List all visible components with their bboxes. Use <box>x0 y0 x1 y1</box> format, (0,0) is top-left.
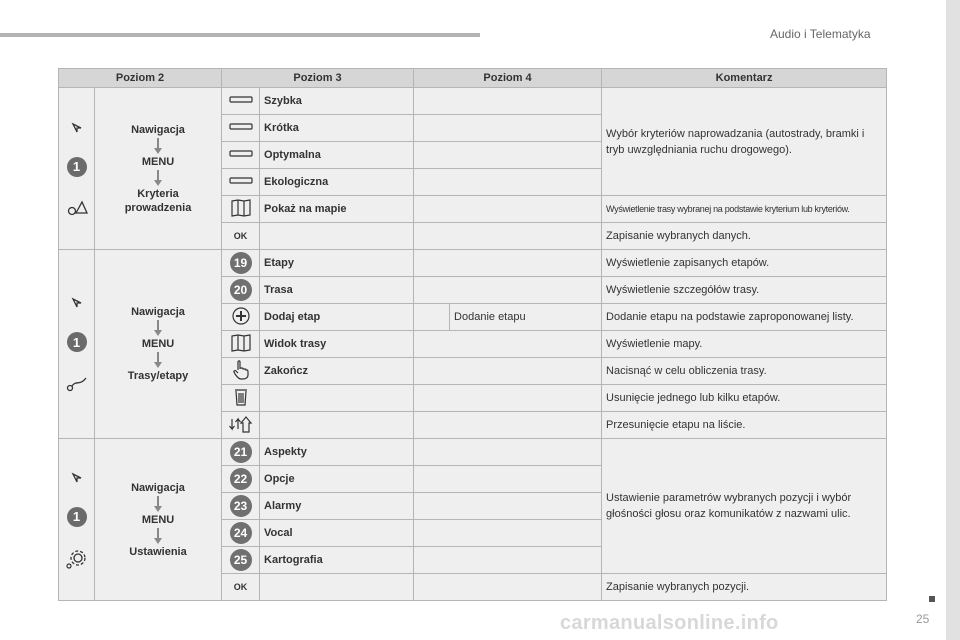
radio-icon-cell <box>222 115 260 142</box>
level4-empty <box>414 196 602 223</box>
level4-empty <box>414 493 602 520</box>
level3-empty <box>260 385 414 412</box>
table-row <box>59 250 887 277</box>
comment-cell: Wyświetlenie szczegółów trasy. <box>602 277 887 304</box>
badge-cell <box>222 493 260 520</box>
level2-menu: MENU <box>141 155 175 168</box>
badge-cell <box>222 439 260 466</box>
radio-icon-cell <box>222 142 260 169</box>
badge-cell <box>222 520 260 547</box>
add-icon-cell <box>222 304 260 331</box>
level3-empty <box>260 412 414 439</box>
comment-merged: Ustawienie parametrów wybranych pozycji i wybór głośności głosu oraz komunikatów z nazwami ulic. <box>602 439 887 574</box>
level4-empty <box>414 358 602 385</box>
comment-cell: Wyświetlenie zapisanych etapów. <box>602 250 887 277</box>
move-icon-cell <box>222 412 260 439</box>
level4-empty <box>414 142 602 169</box>
level2-item: Trasy/etapy <box>127 370 189 382</box>
route-flag-icon <box>66 374 88 392</box>
header-level4: Poziom 4 <box>414 69 602 88</box>
map-icon-cell <box>222 331 260 358</box>
badge-cell <box>222 250 260 277</box>
level2-item: Ustawienia <box>129 545 187 558</box>
level2-nav: Nawigacja <box>131 306 185 318</box>
map-icon <box>231 199 251 217</box>
table-row <box>59 88 887 115</box>
comment-merged: Wybór kryteriów naprowadzania (autostrady, bramki i tryb uwzględniania ruchu drogowego). <box>602 88 887 196</box>
down-arrow-icon <box>99 528 217 544</box>
comment-cell: Przesunięcie etapu na liście. <box>602 412 887 439</box>
level4-empty <box>414 250 602 277</box>
level4-empty <box>414 385 602 412</box>
watermark: carmanualsonline.info <box>560 612 779 634</box>
table-row <box>59 439 887 466</box>
down-arrow-icon <box>99 496 217 512</box>
level4-empty <box>414 466 602 493</box>
comment-cell: Zapisanie wybranych danych. <box>602 223 887 250</box>
group2-level2 <box>95 250 222 439</box>
level2-menu: MENU <box>141 513 175 526</box>
settings-gear-icon <box>66 549 88 569</box>
radio-icon-cell <box>222 88 260 115</box>
level3-empty <box>260 574 414 601</box>
comment-cell: Zapisanie wybranych pozycji. <box>602 574 887 601</box>
page-number: 25 <box>916 612 930 626</box>
level3-label: Trasa <box>260 277 414 304</box>
level2-item: Kryteria <box>137 187 179 200</box>
group1-level2 <box>95 88 222 250</box>
level3-label: Krótka <box>260 115 414 142</box>
level4-empty <box>414 547 602 574</box>
comment-cell: Wyświetlenie trasy wybranej na podstawie kryterium lub kryteriów. <box>602 196 887 223</box>
level4-empty <box>414 169 602 196</box>
badge-cell <box>222 466 260 493</box>
level4-icon-empty <box>414 304 450 331</box>
navigation-arrow-icon <box>70 296 84 310</box>
level4-empty <box>414 331 602 358</box>
level3-label: Pokaż na mapie <box>260 196 414 223</box>
radio-bar-icon <box>229 123 253 131</box>
level4-empty <box>414 439 602 466</box>
level4-empty <box>414 88 602 115</box>
level3-label: Kartografia <box>260 547 414 574</box>
settings-map-icon <box>66 199 88 217</box>
step-badge: 22 <box>230 468 252 490</box>
hand-pointer-icon <box>232 360 250 380</box>
navigation-arrow-icon <box>70 121 84 135</box>
radio-bar-icon <box>229 96 253 104</box>
step-badge: 19 <box>230 252 252 274</box>
level4-empty <box>414 277 602 304</box>
page-bullet <box>929 596 935 602</box>
step-badge: 25 <box>230 549 252 571</box>
level3-label: Etapy <box>260 250 414 277</box>
level4-empty <box>414 574 602 601</box>
level2-nav: Nawigacja <box>131 123 185 136</box>
level3-label: Zakończ <box>260 358 414 385</box>
group1-icons <box>59 88 95 250</box>
level3-label: Szybka <box>260 88 414 115</box>
ok-label: OK <box>233 231 248 241</box>
level3-label: Optymalna <box>260 142 414 169</box>
menu-table <box>58 68 887 601</box>
level2-nav: Nawigacja <box>131 481 185 494</box>
step-badge: 23 <box>230 495 252 517</box>
header-comment: Komentarz <box>602 69 887 88</box>
level4-empty <box>414 520 602 547</box>
level4-empty <box>414 115 602 142</box>
hand-icon-cell <box>222 358 260 385</box>
level2-menu: MENU <box>141 338 175 350</box>
badge-cell <box>222 547 260 574</box>
ok-label: OK <box>233 582 248 592</box>
level4-empty <box>414 412 602 439</box>
down-arrow-icon <box>99 170 217 186</box>
trash-icon <box>234 388 248 406</box>
comment-cell: Usunięcie jednego lub kilku etapów. <box>602 385 887 412</box>
level3-label: Widok trasy <box>260 331 414 358</box>
comment-cell: Wyświetlenie mapy. <box>602 331 887 358</box>
radio-bar-icon <box>229 177 253 185</box>
radio-bar-icon <box>229 150 253 158</box>
level4-empty <box>414 223 602 250</box>
down-arrow-icon <box>99 352 217 368</box>
level4-label: Dodanie etapu <box>450 304 602 331</box>
radio-icon-cell <box>222 169 260 196</box>
ok-icon-cell <box>222 223 260 250</box>
page-edge-bar <box>946 0 960 640</box>
move-up-down-icon <box>229 415 253 433</box>
level3-label: Aspekty <box>260 439 414 466</box>
button-1-badge: 1 <box>67 332 87 352</box>
trash-icon-cell <box>222 385 260 412</box>
step-badge: 24 <box>230 522 252 544</box>
down-arrow-icon <box>99 320 217 336</box>
header-rule <box>0 33 480 37</box>
section-title: Audio i Telematyka <box>770 27 871 41</box>
level3-label: Ekologiczna <box>260 169 414 196</box>
level3-label: Vocal <box>260 520 414 547</box>
comment-cell: Nacisnąć w celu obliczenia trasy. <box>602 358 887 385</box>
badge-cell <box>222 277 260 304</box>
group3-level2 <box>95 439 222 601</box>
level3-empty <box>260 223 414 250</box>
map-icon-cell <box>222 196 260 223</box>
step-badge: 20 <box>230 279 252 301</box>
ok-icon-cell <box>222 574 260 601</box>
header-level2: Poziom 2 <box>59 69 222 88</box>
group2-icons <box>59 250 95 439</box>
table-header-row <box>59 69 887 88</box>
button-1-badge: 1 <box>67 157 87 177</box>
map-icon <box>231 334 251 352</box>
down-arrow-icon <box>99 138 217 154</box>
navigation-arrow-icon <box>70 471 84 485</box>
level2-item-line2: prowadzenia <box>124 201 192 214</box>
group3-icons <box>59 439 95 601</box>
level3-label: Opcje <box>260 466 414 493</box>
header-level3: Poziom 3 <box>222 69 414 88</box>
level3-label: Dodaj etap <box>260 304 414 331</box>
add-circle-icon <box>232 307 250 325</box>
level3-label: Alarmy <box>260 493 414 520</box>
button-1-badge: 1 <box>67 507 87 527</box>
step-badge: 21 <box>230 441 252 463</box>
comment-cell: Dodanie etapu na podstawie zaproponowanej listy. <box>602 304 887 331</box>
